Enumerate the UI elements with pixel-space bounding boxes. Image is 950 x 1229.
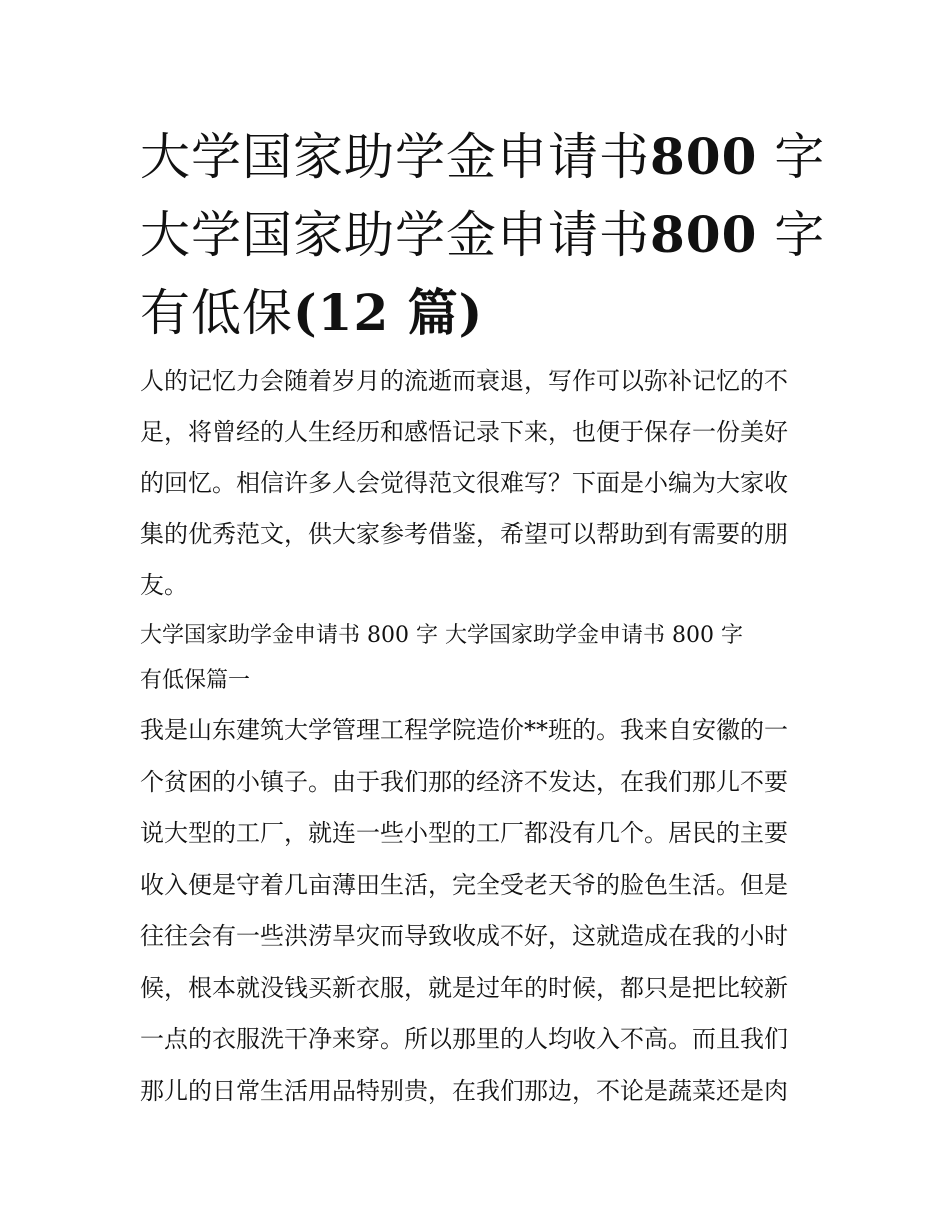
title-line-1 xyxy=(140,118,826,196)
intro-line: 集的优秀范文，供大家参考借鉴，希望可以帮助到有需要的朋 xyxy=(140,520,788,548)
section-heading-line: 大学国家助学金申请书 800 字 大学国家助学金申请书 800 字 xyxy=(140,623,743,648)
title-line-3 xyxy=(140,274,820,352)
intro-line: 人的记忆力会随着岁月的流逝而衰退，写作可以弥补记忆的不 xyxy=(140,367,788,395)
body-line: 说大型的工厂，就连一些小型的工厂都没有几个。居民的主要 xyxy=(140,819,788,847)
body-line: 个贫困的小镇子。由于我们那的经济不发达，在我们那儿不要 xyxy=(140,767,788,796)
body-line: 我是山东建筑大学管理工程学院造价**班的。我来自安徽的一 xyxy=(140,716,788,744)
title-line-2-text: 大学国家助学金申请书 xyxy=(140,206,650,264)
intro-paragraph xyxy=(140,356,820,611)
title-line-3-suffix: 篇) xyxy=(389,283,484,342)
title-line-2-suffix: 字 xyxy=(757,206,826,264)
title-line-1-text: 大学国家助学金申请书 xyxy=(140,128,650,186)
document-title xyxy=(140,118,826,352)
document-page xyxy=(140,118,826,1117)
body-line: 候，根本就没钱买新衣服，就是过年的时候，都只是把比较新 xyxy=(140,973,788,1002)
title-line-1-suffix: 字 xyxy=(757,128,826,186)
intro-line: 友。 xyxy=(140,571,188,599)
section-heading-line: 有低保篇一 xyxy=(140,668,251,693)
intro-line: 足，将曾经的人生经历和感悟记录下来，也便于保存一份美好 xyxy=(140,418,788,446)
title-line-2-number: 800 xyxy=(650,205,758,264)
title-line-3-text: 有低保 xyxy=(140,284,293,342)
title-line-1-number: 800 xyxy=(650,127,758,186)
title-line-2 xyxy=(140,196,826,274)
title-line-3-number: (12 xyxy=(293,283,390,342)
body-line: 那儿的日常生活用品特别贵，在我们那边，不论是蔬菜还是肉 xyxy=(140,1076,788,1105)
body-line: 收入便是守着几亩薄田生活，完全受老天爷的脸色生活。但是 xyxy=(140,870,788,899)
body-line: 往往会有一些洪涝旱灾而导致收成不好，这就造成在我的小时 xyxy=(140,922,788,950)
body-line: 一点的衣服洗干净来穿。所以那里的人均收入不高。而且我们 xyxy=(140,1025,788,1053)
intro-line: 的回忆。相信许多人会觉得范文很难写？下面是小编为大家收 xyxy=(140,469,788,497)
body-paragraph xyxy=(140,705,820,1117)
section-heading xyxy=(140,613,820,703)
